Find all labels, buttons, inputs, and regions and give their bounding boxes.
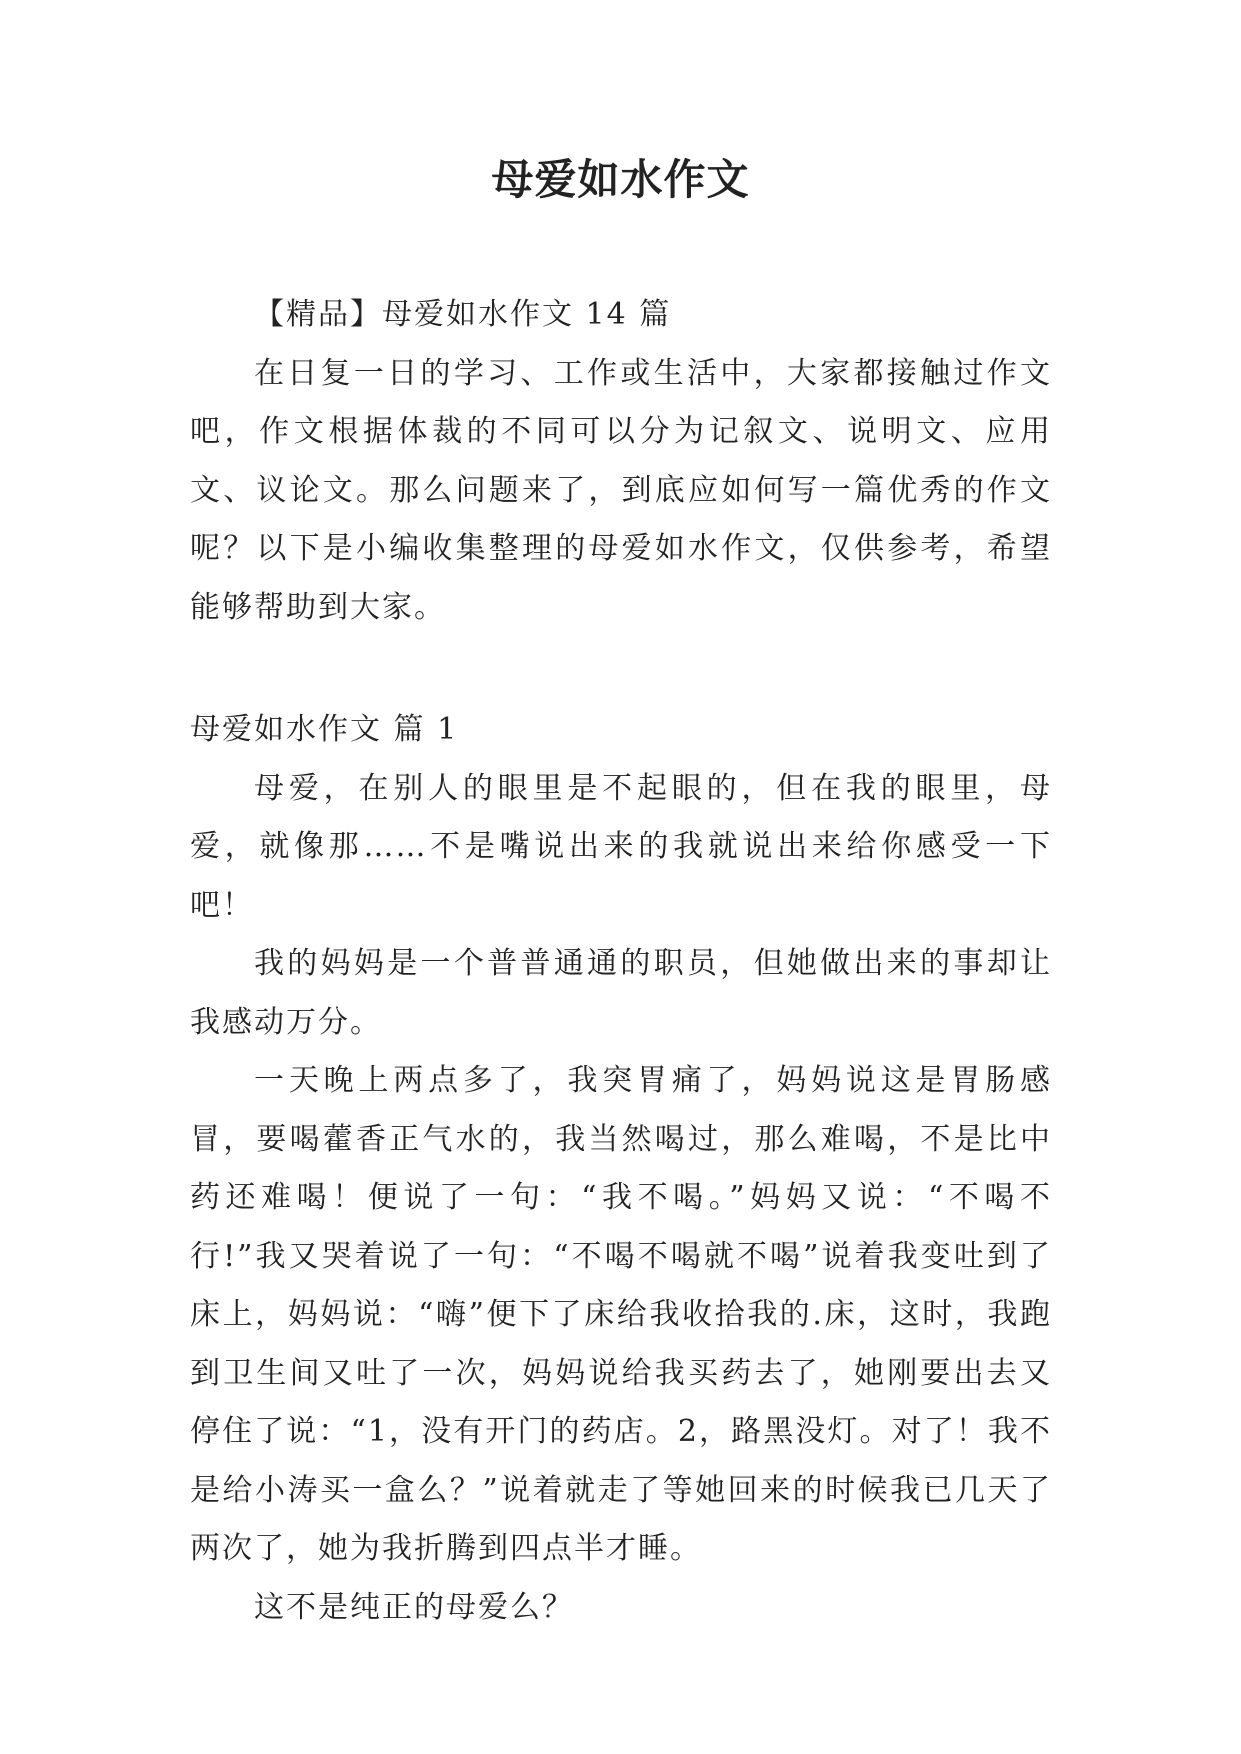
section-heading: 母爱如水作文 篇 1 <box>190 712 459 747</box>
document-body <box>190 286 1052 1637</box>
body-paragraph: 母爱，在别人的眼里是不起眼的，但在我的眼里，母爱，就像那……不是嘴说出来的我就说出来给你感受一下吧！ <box>190 770 1052 923</box>
document-title: 母爱如水作文 <box>491 155 750 204</box>
document-subtitle: 【精品】母爱如水作文 14 篇 <box>254 297 672 332</box>
intro-paragraph: 在日复一日的学习、工作或生活中，大家都接触过作文吧，作文根据体裁的不同可以分为记叙文、说明文、应用文、议论文。那么问题来了，到底应如何写一篇优秀的作文呢？以下是小编收集整理的母爱如水作文，仅供参考，希望能够帮助到大家。 <box>190 355 1052 625</box>
section-gap <box>190 637 1052 701</box>
body-paragraph: 这不是纯正的母爱么？ <box>254 1589 574 1625</box>
body-paragraph: 一天晚上两点多了，我突胃痛了，妈妈说这是胃肠感冒，要喝藿香正气水的，我当然喝过，那么难喝，不是比中药还难喝！便说了一句：“我不喝。”妈妈又说：“不喝不行!”我又哭着说了一句：“不喝不喝就不喝”说着我变吐到了床上，妈妈说：“嗨”便下了床给我收拾我的.床，这时，我跑到卫生间又吐了一次，妈妈说给我买药去了，她刚要出去又停住了说：“1，没有开门的药店。2，路黑没灯。对了！我不是给小涛买一盒么？”说着就走了等她回来的时候我已几天了两次了，她为我折腾到四点半才睡。 <box>190 1063 1052 1566</box>
body-paragraph: 我的妈妈是一个普普通通的职员，但她做出来的事却让我感动万分。 <box>190 946 1052 1040</box>
